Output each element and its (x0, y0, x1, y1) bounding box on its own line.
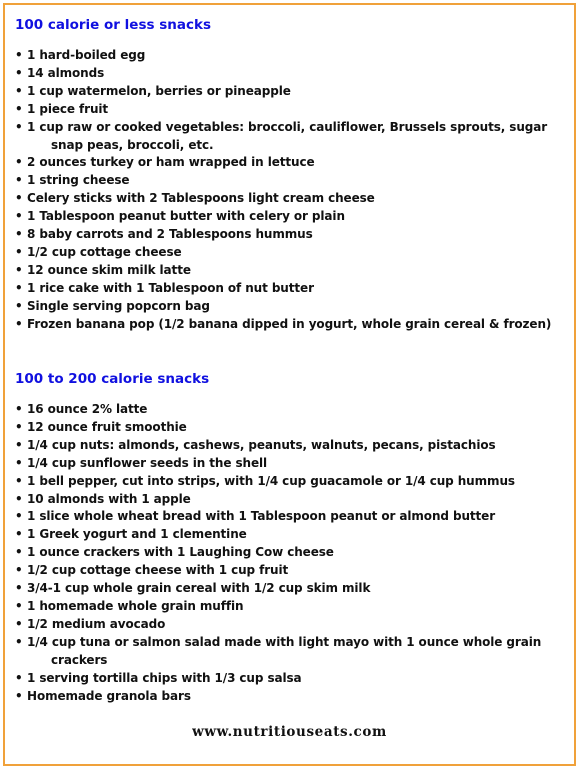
snacks-section-100-or-less (15, 15, 566, 334)
list-item: • 1 cup watermelon, berries or pineapple (15, 83, 566, 101)
list-item (15, 119, 566, 155)
list-item-continuation: crackers (51, 652, 108, 667)
list-item: • 1 homemade whole grain muffin (15, 598, 566, 616)
list-item (15, 634, 566, 670)
snacks-section-100-to-200 (15, 369, 566, 705)
list-item: • 1/2 cup cottage cheese (15, 244, 566, 262)
document-frame (3, 3, 576, 766)
list-item: • 1 piece fruit (15, 101, 566, 119)
list-item: • 1 ounce crackers with 1 Laughing Cow cheese (15, 544, 566, 562)
list-item: • 1 Greek yogurt and 1 clementine (15, 526, 566, 544)
list-item: • 1/4 cup nuts: almonds, cashews, peanuts, walnuts, pecans, pistachios (15, 437, 566, 455)
list-item: • 2 ounces turkey or ham wrapped in lettuce (15, 154, 566, 172)
section-heading: 100 to 200 calorie snacks (15, 371, 210, 387)
list-item: • 1 Tablespoon peanut butter with celery or plain (15, 208, 566, 226)
list-item: • Frozen banana pop (1/2 banana dipped in yogurt, whole grain cereal & frozen) (15, 316, 566, 334)
list-item: • Single serving popcorn bag (15, 298, 566, 316)
list-item: • 12 ounce fruit smoothie (15, 419, 566, 437)
list-item: • 1/4 cup sunflower seeds in the shell (15, 455, 566, 473)
list-item: • 1/2 cup cottage cheese with 1 cup fruit (15, 562, 566, 580)
list-item: • 1 slice whole wheat bread with 1 Tablespoon peanut or almond butter (15, 508, 566, 526)
list-item: • 1/2 medium avocado (15, 616, 566, 634)
list-item: • 1 hard-boiled egg (15, 47, 566, 65)
snack-list (15, 401, 566, 705)
list-item-continuation: snap peas, broccoli, etc. (51, 137, 214, 152)
list-item: • Homemade granola bars (15, 688, 566, 706)
list-item: • 16 ounce 2% latte (15, 401, 566, 419)
list-item: • 1 serving tortilla chips with 1/3 cup salsa (15, 670, 566, 688)
list-item-text: 1/4 cup tuna or salmon salad made with light mayo with 1 ounce whole grain (27, 634, 542, 649)
section-heading: 100 calorie or less snacks (15, 17, 211, 33)
list-item: • Celery sticks with 2 Tablespoons light cream cheese (15, 190, 566, 208)
list-item: • 1 string cheese (15, 172, 566, 190)
website-url: www.nutritiouseats.com (192, 724, 387, 740)
list-item: • 14 almonds (15, 65, 566, 83)
list-item: • 10 almonds with 1 apple (15, 491, 566, 509)
list-item: • 1 bell pepper, cut into strips, with 1/4 cup guacamole or 1/4 cup hummus (15, 473, 566, 491)
list-item: • 8 baby carrots and 2 Tablespoons hummus (15, 226, 566, 244)
snack-list (15, 47, 566, 334)
list-item: • 1 rice cake with 1 Tablespoon of nut butter (15, 280, 566, 298)
list-item-text: 1 cup raw or cooked vegetables: broccoli, cauliflower, Brussels sprouts, sugar (27, 119, 548, 134)
list-item: • 12 ounce skim milk latte (15, 262, 566, 280)
list-item: • 3/4-1 cup whole grain cereal with 1/2 cup skim milk (15, 580, 566, 598)
